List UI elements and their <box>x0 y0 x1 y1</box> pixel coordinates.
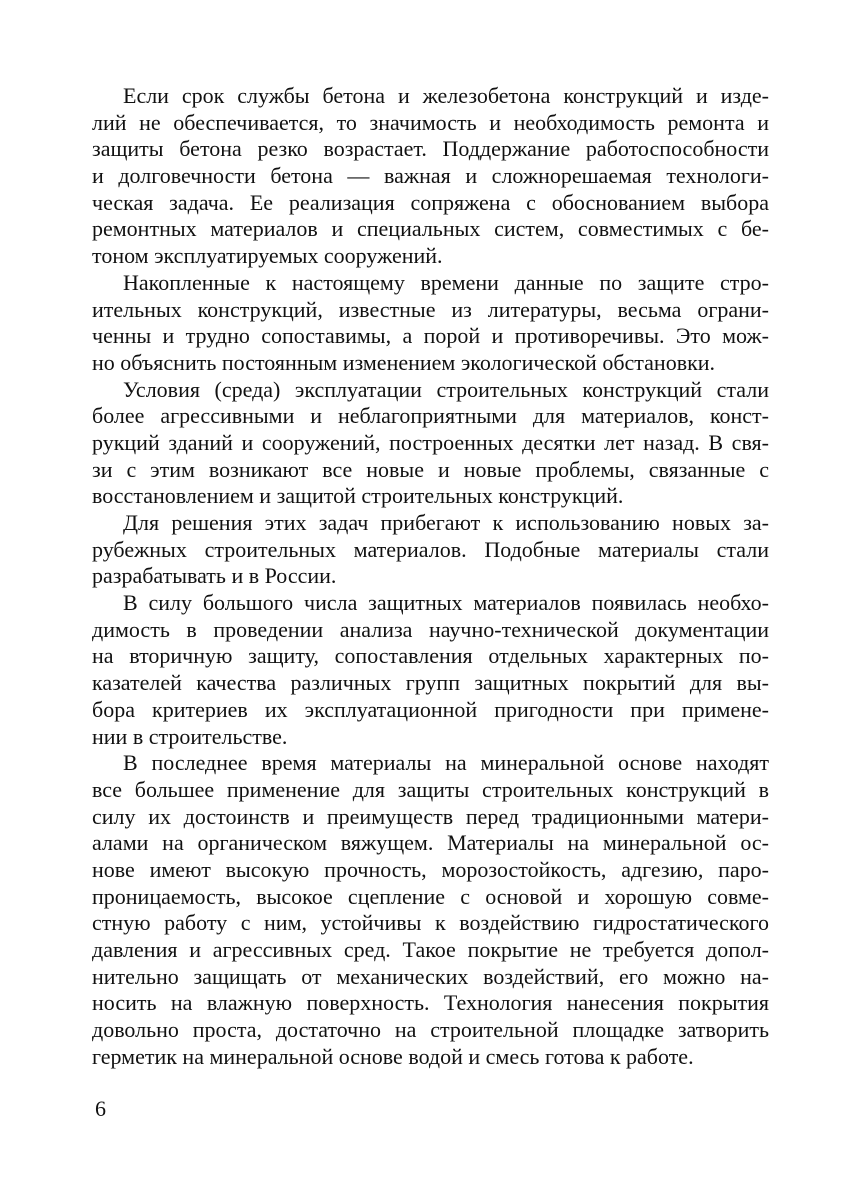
text-line: более агрессивными и неблагоприятными для материалов, конст- <box>92 403 769 429</box>
text-line: рубежных строительных материалов. Подобные материалы стали <box>92 536 769 562</box>
text-line: стную работу с ним, устойчивы к воздействию гидростатического <box>92 910 769 936</box>
text-line: силу их достоинств и преимуществ перед традиционными матери- <box>92 803 769 829</box>
text-line: герметик на минеральной основе водой и смесь готова к работе. <box>92 1043 694 1069</box>
text-line: все большее применение для защиты строительных конструкций в <box>92 776 769 802</box>
paragraph <box>92 510 769 590</box>
text-line: лий не обеспечивается, то значимость и необходимость ремонта и <box>92 109 769 135</box>
text-line: довольно проста, достаточно на строительной площадке затворить <box>92 1017 769 1043</box>
paragraph <box>92 750 769 1070</box>
text-line: но объяснить постоянным изменением экологической обстановки. <box>92 349 716 375</box>
paragraph <box>92 83 769 270</box>
text-line: Условия (среда) эксплуатации строительных конструкций стали <box>123 376 769 402</box>
text-line: нове имеют высокую прочность, морозостойкость, адгезию, паро- <box>92 856 769 882</box>
paragraph <box>92 270 769 377</box>
text-line: давления и агрессивных сред. Такое покрытие не требуется допол- <box>92 937 769 962</box>
text-line: Для решения этих задач прибегают к использованию новых за- <box>123 510 769 535</box>
text-line: ительных конструкций, известные из литературы, весьма ограни- <box>92 296 769 322</box>
text-line: ческая задача. Ее реализация сопряжена с обоснованием выбора <box>92 189 769 215</box>
text-line: рукций зданий и сооружений, построенных десятки лет назад. В свя- <box>92 429 769 455</box>
text-line: проницаемость, высокое сцепление с основой и хорошую совме- <box>92 883 769 909</box>
text-line: бора критериев их эксплуатационной пригодности при примене- <box>92 696 769 722</box>
paragraph <box>92 377 769 510</box>
text-line: ремонтных материалов и специальных систем, совместимых с бе- <box>92 216 769 242</box>
page-number: 6 <box>95 1096 106 1121</box>
text-line: В последнее время материалы на минеральной основе находят <box>123 750 769 776</box>
text-line: тоном эксплуатируемых сооружений. <box>92 243 443 269</box>
text-line: ченны и трудно сопоставимы, а порой и противоречивы. Это мож- <box>92 323 769 349</box>
page-body <box>92 83 769 1070</box>
text-line: зи с этим возникают все новые и новые проблемы, связанные с <box>92 456 769 482</box>
text-line: В силу большого числа защитных материалов появилась необхо- <box>123 590 769 616</box>
text-line: Накопленные к настоящему времени данные по защите стро- <box>123 269 769 295</box>
text-line: носить на влажную поверхность. Технология нанесения покрытия <box>92 990 769 1016</box>
text-line: восстановлением и защитой строительных конструкций. <box>92 483 624 509</box>
text-line: Если срок службы бетона и железобетона конструкций и изде- <box>123 83 769 108</box>
text-line: защиты бетона резко возрастает. Поддержание работоспособности <box>92 136 769 162</box>
text-line: на вторичную защиту, сопоставления отдельных характерных по- <box>92 643 769 669</box>
text-line: нии в строительстве. <box>92 723 288 749</box>
text-line: димость в проведении анализа научно-технической документации <box>92 616 769 642</box>
text-line: алами на органическом вяжущем. Материалы на минеральной ос- <box>92 830 769 856</box>
text-line: и долговечности бетона — важная и сложнорешаемая технологи- <box>92 163 769 189</box>
paragraph <box>92 590 769 750</box>
text-line: нительно защищать от механических воздействий, его можно на- <box>92 963 769 989</box>
text-line: разрабатывать и в России. <box>92 563 337 589</box>
text-line: казателей качества различных групп защитных покрытий для вы- <box>92 670 769 696</box>
